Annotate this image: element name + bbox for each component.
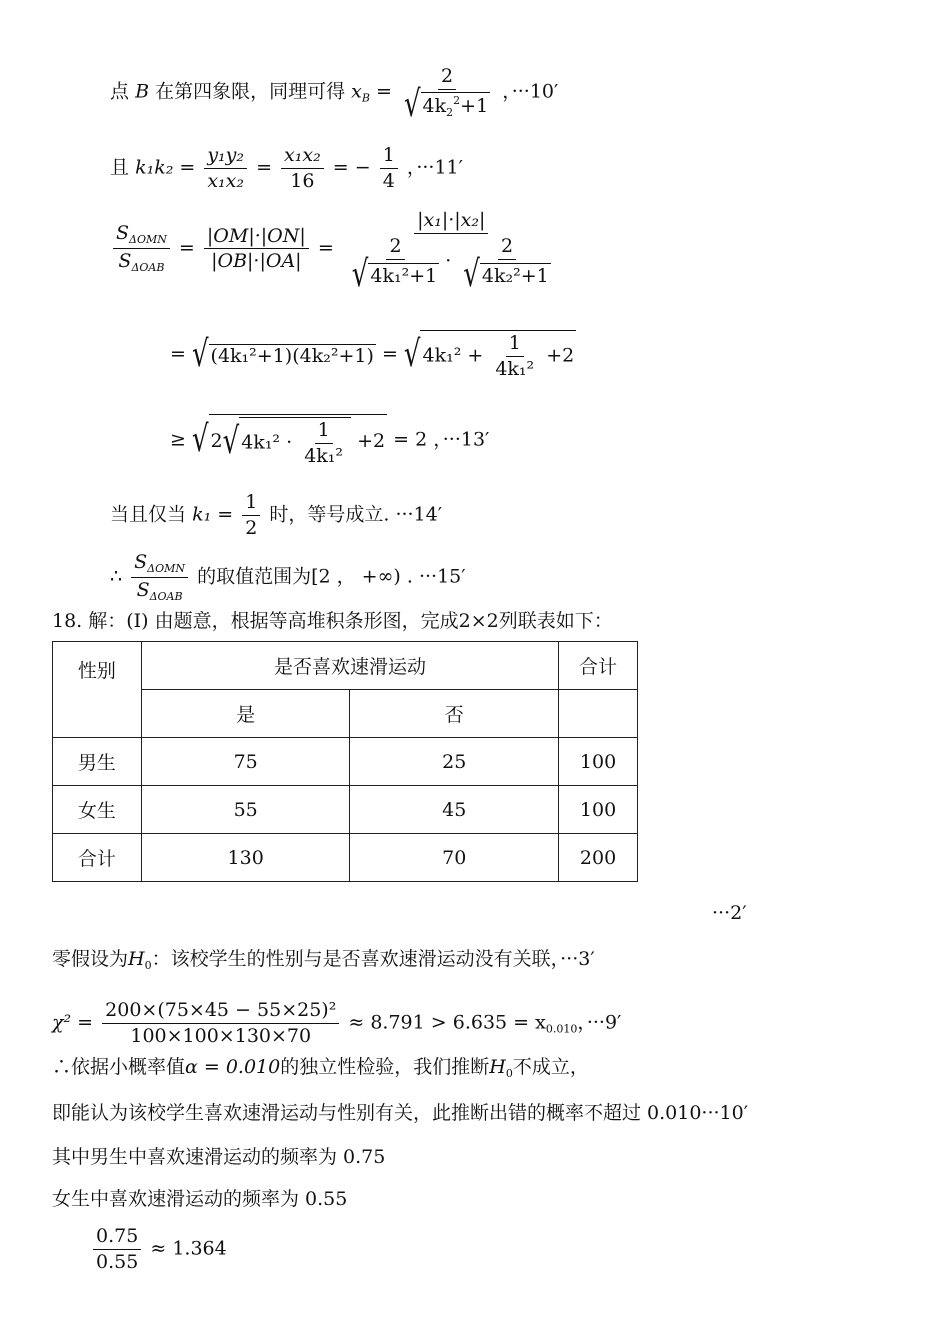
line-equality-cond	[110, 492, 442, 539]
header-yes: 是	[141, 690, 350, 738]
equals: =	[376, 80, 392, 103]
fraction: $\frac{\text{200×(75×45 − 55×25)²}}{100\times 100\times 130\times 70}$	[102, 1000, 339, 1047]
result: = 2	[393, 428, 428, 451]
table-row: 合计 130 70 200	[53, 834, 638, 882]
line-inference: ∴依据小概率值α = 0.010的独立性检验，我们推断$H_0$不成立，	[52, 1056, 589, 1080]
header-blank	[559, 690, 638, 738]
contingency-table	[52, 641, 638, 882]
problem-18-heading: 18. 解：(Ⅰ) 由题意，根据等高堆积条形图，完成2×2列联表如下：	[52, 610, 613, 632]
table-row: 男生 75 25 100	[53, 738, 638, 786]
header-total: 合计	[559, 642, 638, 690]
fraction: $\frac{2}{\text{√ 4k₂²+1}}$	[463, 234, 549, 296]
line-null-hypothesis: 零假设为$H_0$：该校学生的性别与是否喜欢速滑运动没有关联，···3′	[52, 948, 595, 972]
fraction	[380, 145, 398, 192]
line-k1k2: 且 k₁k₂ = $\frac{\text{y₁y₂}}{\text{x₁x₂}}$ = $\frac{\text{x₁x₂}}{16}$ = − $\frac{1}{4}$ ，···11′	[110, 144, 463, 192]
numerator: 1	[380, 145, 398, 169]
numerator: |OM|·|ON|	[204, 226, 309, 250]
fraction: $\frac{1}{2}$	[242, 492, 260, 539]
text: 点	[110, 80, 130, 103]
score-mark: ···14′	[395, 503, 443, 526]
line-male-freq: 其中男生中喜欢速滑运动的频率为 0.75	[52, 1146, 386, 1168]
fraction: $\frac{0.75}{0.55}$	[93, 1226, 141, 1273]
line-xb	[110, 65, 559, 127]
line-female-freq: 女生中喜欢速滑运动的频率为 0.55	[52, 1188, 348, 1210]
denominator: 16	[290, 169, 315, 192]
header-no: 否	[350, 690, 559, 738]
subscript: B	[361, 91, 370, 105]
header-like: 是否喜欢速滑运动	[141, 642, 558, 690]
denominator: $\frac{2}{\text{√ 4k₁²+1}}$ · $\frac{2}{\text{√ 4k₂²+1}}$	[343, 234, 560, 288]
sqrt: √ (4k₁²+1)(4k₂²+1)	[191, 333, 374, 376]
fraction: $\frac{2}{\text{√ 4k₁²+1}}$	[351, 234, 438, 296]
ge-sign: ≥	[170, 428, 186, 451]
table-row: 女生 55 45 100	[53, 786, 638, 834]
numerator: x₁x₂	[281, 145, 324, 169]
radicand-tail: +1	[460, 94, 489, 117]
fraction	[401, 65, 493, 127]
fraction	[204, 226, 309, 273]
score-mark: ，···11′	[406, 156, 463, 179]
text: 的取值范围为[2 ， +∞) .	[197, 565, 413, 588]
numerator: y₁y₂	[204, 145, 247, 169]
fraction	[343, 209, 560, 296]
subscript: 2	[446, 105, 454, 119]
line-sqrt-product	[170, 330, 576, 380]
var-b: B	[135, 80, 150, 103]
var-x: x	[351, 80, 362, 103]
fraction	[281, 145, 324, 192]
header-gender: 性别	[53, 642, 142, 738]
text: 在第四象限，同理可得	[155, 80, 346, 103]
score-mark: ···2′	[712, 902, 747, 924]
line-range	[110, 552, 466, 603]
numerator: $S_{\Delta OMN}$	[113, 223, 170, 249]
denominator: x₁x₂	[207, 169, 245, 192]
score-mark: ，···13′	[433, 428, 490, 451]
sqrt: √ $4k_2^2+1$	[403, 84, 489, 127]
text: 且	[110, 156, 130, 179]
fraction: $\frac{S_{\Delta OMN}}{S_{\Delta OAB}}$	[131, 552, 188, 603]
numerator: |x₁|·|x₂|	[414, 210, 488, 234]
equals-neg: = −	[332, 156, 371, 179]
score-mark: ···3′	[560, 948, 595, 970]
fraction	[113, 223, 170, 274]
sqrt: √ 2√ 4k₁² · $\frac{1}{\text{4k₁²}}$ +2	[192, 414, 387, 467]
line-inequality	[170, 414, 489, 467]
superscript: 2	[453, 93, 461, 107]
sqrt: √ 4k₁² + $\frac{1}{\text{4k₁²}}$ +2	[403, 332, 575, 380]
denominator: 4	[382, 169, 395, 192]
equals: =	[170, 342, 186, 365]
text: 当且仅当	[110, 503, 187, 526]
score-mark: ，···10′	[502, 80, 559, 103]
therefore: ∴	[110, 565, 123, 588]
radicand: 4k	[422, 94, 447, 117]
numerator: 2	[438, 66, 456, 90]
score-mark: ···15′	[418, 565, 466, 588]
var: k₁ =	[192, 503, 234, 526]
line-area-ratio: $\frac{S_{\Delta OMN}}{S_{\Delta OAB}}$ = $\frac{|OM|\cdot|ON|}{|OB|\cdot|OA|}$ = |x₁|·|x₂| $\frac{2}{\text{√ 4k₁²+1}}$ · $\frac{2}{\text{√ 4k₂²+1}}$	[110, 210, 563, 288]
line-chi-square: χ² = $\frac{\text{200×(75×45 − 55×25)²}}{100\times 100\times 130\times 70}$ ≈ $8.791 > 6.635 = x_{0.010}$，···9′	[52, 999, 622, 1047]
denominator: $S_{\Delta OAB}$	[118, 250, 165, 275]
text: 时，等号成立.	[269, 503, 390, 526]
expr: k₁k₂	[135, 156, 174, 179]
score-mark: ，···9′	[577, 1011, 622, 1034]
fraction	[204, 145, 247, 192]
equals: =	[381, 342, 398, 365]
denominator	[401, 84, 493, 127]
denominator: |OB|·|OA|	[211, 250, 302, 273]
line-conclusion: 即能认为该校学生喜欢速滑运动与性别有关，此推断出错的概率不超过 0.010···10′	[52, 1102, 749, 1124]
math: 2×2	[458, 610, 499, 632]
line-ratio: $\frac{0.75}{0.55}$ ≈ 1.364	[90, 1226, 227, 1273]
